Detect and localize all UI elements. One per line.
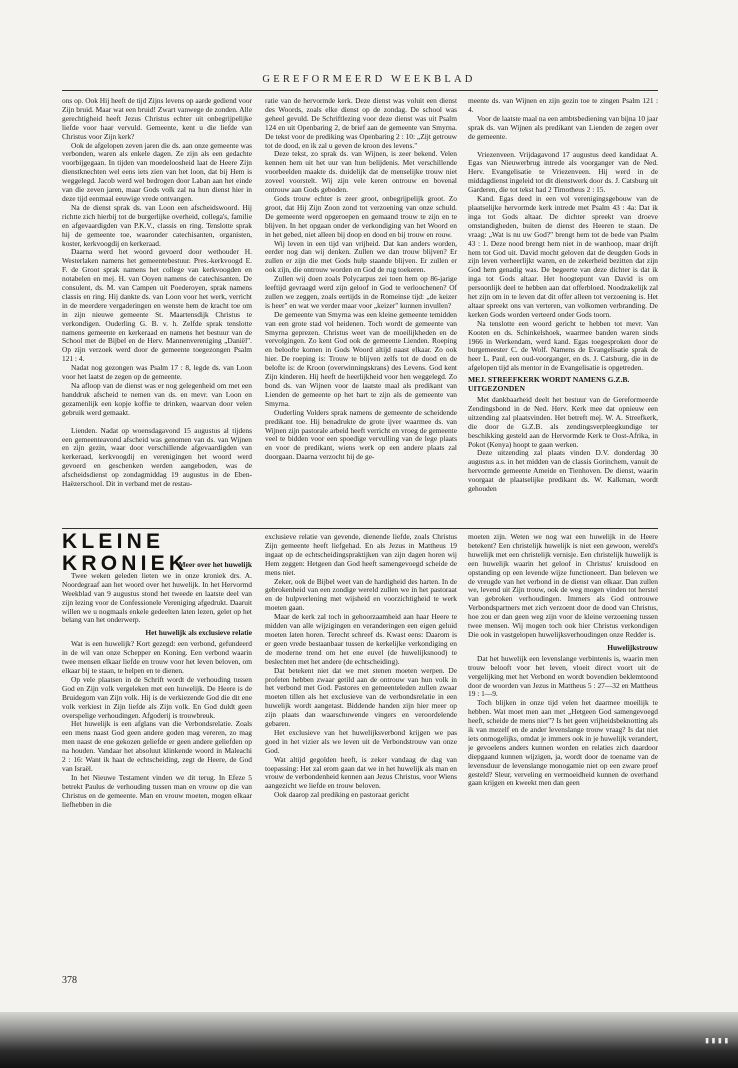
kroniek-column-1 — [62, 557, 252, 967]
paragraph: ratie van de hervormde kerk. Deze dienst was voluit een dienst des Woords, zoals elke dienst op de zondag. De school was geheel gevuld. De Schriftlezing voor deze dienst was uit Psalm 124 en uit Openbaring 2, de brief aan de gemeente van Smyrna. De tekst voor de prediking was Openbaring 2 : 10: „Zijt getrouw tot de dood, en ik zal u geven de kroon des levens." — [265, 97, 457, 150]
paragraph: Na tenslotte een woord gericht te hebben tot mevr. Van Kooten en ds. Schinkelshoek, waarmee banden waren sinds 1966 in Werkendam, werd kand. Egas toegesproken door de burgemeester C. de Wolf. Namens de Evangelisatie sprak de heer L. Paul, een oud-voorganger, en ds. J. Catsburg, die in de afgelopen tijd als mentor in de Evangelisatie is opgetreden. — [468, 318, 658, 373]
paragraph: Na afloop van de dienst was er nog gelegenheid om met een handdruk afscheid te nemen van ds. en mevr. van Loon en gezamenlijk een kopje koffie te drinken, waarvan door velen gebruik werd gemaakt. — [62, 381, 252, 417]
paragraph: Zeker, ook de Bijbel weet van de hardigheid des harten. In de gebrokenheid van een zondige wereld zullen we in het pastoraat en de hulpverlening met wijsheid en voorzichtigheid te werk moeten gaan. — [265, 576, 457, 613]
paragraph: Lienden. Nadat op woensdagavond 15 augustus al tijdens een gemeenteavond afscheid was genomen van ds. van Wijnen en zijn gezin, waar door verschillende afgevaardigden van kerkeraad, kerkvoogdij en verenigingen het woord werd gevoerd en geschenken werden aangeboden, was de afscheidsdienst op zondagmiddag 19 augustus in de Eben-Haëzerschool. Dit in verband met de restau- — [62, 425, 252, 489]
scan-bottom-edge — [0, 1012, 738, 1068]
paragraph: Nadat nog gezongen was Psalm 17 : 8, legde ds. van Loon voor het laatst de zegen op de gemeente. — [62, 363, 252, 382]
paragraph: Wij leven in een tijd van vrijheid. Dat kan anders worden, eerder nog dan wij denken. Zullen we dan trouw blijven? Er zullen er zijn die met Gods hulp staande blijven. Er zullen er ook zijn, die ontrouw worden en God de rug toekeren. — [265, 238, 457, 275]
paragraph: Met dankbaarheid deelt het bestuur van de Gereformeerde Zendingsbond in de Ned. Herv. Kerk mee dat opnieuw een uitzending zal plaatsvinden. Het betreft mej. W. A. Streefkerk, die door de G.Z.B. als zendingsverpleegkundige ter beschikking gesteld aan de Hervormde Kerk te Oost-Afrika, in Pokot (Kenya) hoopt te gaan werken. — [468, 395, 658, 449]
paragraph: Op vele plaatsen in de Schrift wordt de verhouding tussen God en Zijn volk vergeleken met een huwelijk. De Heere is de Bruidegom van Zijn volk. Hij is de verkiezende God die dit ene volk verkiest in Zijn liefde als Zijn volk. En God duldt geen overspelige verhoudingen. Afgoderij is trouwbreuk. — [62, 674, 252, 720]
paragraph: Twee weken geleden lieten we in onze kroniek drs. A. Noordegraaf aan het woord over het huwelijk. In het Hervormd Weekblad van 9 augustus stond het tweede en laatste deel van zijn lezing voor de Confessionele Vereniging afgedrukt. Daaruit willen we u nogmaals enkele gedeelten laten lezen, gelet op het belang van het onderwerp. — [62, 570, 252, 625]
paragraph: Toch blijken in onze tijd velen het daarmee moeilijk te hebben. Wat moet men aan met „Hetgeen God samengevoegd heeft, scheide de mens niet"? Is het geen vrijheidsbeknotting als ik van mezelf en de ander levenslange trouw vraag? Is dat niet iets onmogelijks, omdat je immers ook in je huwelijk verandert, je gevoelens anders kunnen worden en relaties zich daardoor diepgaand kunnen wijzigen, ja, wordt door de toename van de levensduur de levenslange monogamie niet op een zware proef gesteld? Sleur, verveling en vermoeidheid kunnen de overhand gaan krijgen en kweekt men dan geen — [468, 698, 658, 788]
paragraph: Daarna werd het woord gevoerd door wethouder H. Westerlaken namens het gemeentebestuur. Pres.-kerkvoogd E. F. de Groot sprak namens het college van kerkvoogden en notabelen en mej. H. van Ooyen namens de catechisanten. De consulent, ds. M. van Campen uit Poederoyen, sprak namens classis en ring. Hij dankte ds. van Loon voor het werk, verricht in de meerdere vergaderingen en wenste hem de kracht toe om in zijn nieuwe gemeente St. Maartensdijk Christus te verkondigen. Ouderling G. B. v. h. Zelfde sprak tenslotte namens gemeente en kerkeraad en namens het bestuur van de School met de Bijbel en de Herv. Mannenvereniging „Daniël". Op zijn verzoek werd door de gemeente toegezongen Psalm 121 : 4. — [62, 247, 252, 364]
paragraph: Het exclusieve van het huwelijksverbond krijgen we pas goed in het vizier als we leven uit de Verbondstrouw van onze God. — [265, 727, 457, 755]
paragraph: Kand. Egas deed in een vol verenigingsgebouw van de plaatselijke hervormde kerk intrede met Psalm 43 : 4a: Dat ik inga tot Gods altaar. De dichter spreekt van droeve omstandigheden, buiten de dienst des Heeren te staan. De vraag: „Wat is nu uw God?" brengt hem tot de bede van Psalm 43 : 1. Deze nood brengt hem niet in de wanhoop, maar drijft hem tot God uit. David mocht geloven dat de deugden Gods in zijn leven verheerlijkt waren, en de zekerheid bezitten dat zijn God hem genadig was. De begeerte van deze dichter is dat ik inga tot Gods altaar. Het hoogtepunt van David is om persoonlijk deel te hebben aan dat offerbloed. Noodzakelijk zal het zijn om in te leven dat dit offer alleen tot verzoening is. Het altaar spreekt ons van verteren, van volkomen verbranding. De kerken Gods worden verteerd onder Gods toorn. — [468, 194, 658, 319]
top-column-1 — [62, 97, 252, 525]
section-heading: MEJ. STREEFKERK WORDT NAMENS G.Z.B. UITGEZONDEN — [468, 375, 630, 394]
paragraph: Ook de afgelopen zeven jaren die ds. aan onze gemeente was verbonden, waren als enkele dagen. Ze zijn als een gedachte voorbijgegaan. In tijden van moedeloosheid laat de Heere Zijn dienstknechten wel eens iets zien van het loon, dat bij Hem is weggelegd. Jacob werd wel bedrogen door Laban aan het einde van die zeven jaren, maar Gods volk zal na hun dienst hier in deze tijd eenmaal eeuwige vrede ontvangen. — [62, 140, 252, 203]
paragraph: ons op. Ook Hij heeft de tijd Zijns levens op aarde gediend voor Zijn bruid. Maar wat een bruid! Zwart vanwege de zonden. Alle gerechtigheid heeft Jezus Christus echter uit onbegrijpelijke liefde voor haar vervuld. Gemeente, kent u die liefde van Christus voor Zijn kerk? — [62, 97, 252, 141]
paragraph: Gods trouw echter is zeer groot, onbegrijpelijk groot. Zo groot, dat Hij Zijn Zoon zond tot verzoening van onze schuld. De gemeente werd opgeroepen en gemaand trouw te zijn en te blijven. In het opgaan onder de verkondiging van het Woord en in het gebed, niet alleen bij doop en dood en bij trouw en rouw. — [265, 193, 457, 239]
paragraph: meente ds. van Wijnen en zijn gezin toe te zingen Psalm 121 : 4. — [468, 97, 658, 114]
paragraph: Deze tekst, zo sprak ds. van Wijnen, is zeer bekend. Velen kennen hem uit het uur van hun belijdenis. Met verschillende voorbeelden maakte ds. duidelijk dat de menselijke trouw niet zoveel voorstelt. Wij zijn vele keren ontrouw en bovenal ontrouw aan Gods geboden. — [265, 149, 457, 195]
paragraph: Wat altijd gegolden heeft, is zeker vandaag de dag van toepassing: Het zal erom gaan dat we in het huwelijk als man en vrouw de verbondenheid kennen aan Jezus Christus, voor Wiens aangezicht we liefde en trouw beloven. — [265, 754, 457, 791]
section-divider — [62, 528, 658, 529]
paragraph: Het huwelijk is een afglans van die Verbondsrelatie. Zoals een mens naast God geen andere goden mag vereren, zo mag men naast de ene gekozen geliefde er geen andere geliefden op na houden. Vandaar het absoluut klinkende woord in Maleachi 2 : 16: Want ik haat de echtscheiding, zegt de Heere, de God van Israël. — [62, 719, 252, 773]
paragraph: Ouderling Volders sprak namens de gemeente de scheidende predikant toe. Hij benadrukte de grote ijver waarmee ds. van Wijnen zijn pastorale arbeid heeft verricht en vroeg de gemeente veel te bidden voor een spoedige vervulling van de lege plaats en voor de predikant, wiens werk op een andere plaats zal doorgaan. Daarna verzocht hij de ge- — [265, 407, 457, 462]
paragraph: Voor de laatste maal na een ambtsbediening van bijna 10 jaar sprak ds. van Wijnen als predikant van Lienden de zegen over de gemeente. — [468, 113, 658, 141]
header-rule — [62, 90, 658, 91]
running-header: GEREFORMEERD WEEKBLAD — [262, 74, 476, 85]
kroniek-column-2 — [265, 533, 457, 967]
paragraph: Ook daarop zal prediking en pastoraat gericht — [274, 790, 410, 800]
paragraph: Zullen wij doen zoals Polycarpus zei toen hem op 86-jarige leeftijd gevraagd werd zijn geloof in God te verloochenen? Of zullen we zeggen, zoals eertijds in de Romeinse tijd: „de keizer is heer" en wat we verder maar voor „keizer" kunnen invullen? — [265, 274, 457, 310]
paragraph: Deze uitzending zal plaats vinden D.V. donderdag 30 augustus a.s. in het midden van de classis Gorinchem, vanuit de hervormde gemeente Ameide en Tienhoven. De dienst, waarin voorgaat de plaatselijke predikant ds. W. Kalkman, wordt gehouden — [468, 448, 658, 494]
kroniek-column-3 — [468, 533, 658, 967]
paragraph: Vriezenveen. Vrijdagavond 17 augustus deed kandidaat A. Egas van Nieuwerbrug intrede als voorganger van de Ned. Herv. Evangelisatie te Vriezenveen. Hij werd in de middagdienst ingeleid tot dit dienstwerk door ds. J. Catsburg uit Garderen, die tot tekst had 2 Timotheus 2 : 15. — [468, 149, 658, 195]
paragraph: exclusieve relatie van gevende, dienende liefde, zoals Christus Zijn gemeente heeft liefgehad. En als Jezus in Mattheus 19 ingaat op de echtscheidingspraktijken van zijn dagen horen wij Hem zeggen: Hetgeen dan God heeft samengevoegd scheide de mens niet. — [265, 533, 457, 577]
paragraph: Na de dienst sprak ds. van Loon een afscheidswoord. Hij richtte zich hierbij tot de burgerlijke overheid, collega's, familie en afgevaardigden van P.K.V., classis en ring. Tenslotte sprak hij de gemeente toe, waaronder catechisanten, organisten, koster, kerkvoogdij en kerkeraad. — [62, 202, 252, 248]
top-column-3 — [468, 97, 658, 525]
subsection-heading: Huwelijkstrouw — [607, 642, 658, 652]
paragraph: Dat het huwelijk een levenslange verbintenis is, waarin men trouw belooft voor het leven, vloeit direct voort uit de vergelijking met het Verbond en wordt bovendien beklemtoond door de woorden van Jezus in Mattheus 5 : 27—32 en Mattheus 19 : 1—9. — [468, 653, 658, 699]
kroniek-title: KLEINE KRONIEK — [62, 530, 189, 575]
paragraph: Maar de kerk zal toch in gehoorzaamheid aan haar Heere te midden van alle wijzigingen en veranderingen een eigen geluid moeten laten horen. Terecht schreef ds. Kwast eens: Daarom is er geen vrede bestaanbaar tussen de kerkelijke verkondiging en de moderne trend om het ene euvel (de huwelijksnood) te beslechten met het andere (de echtscheiding). — [265, 612, 457, 666]
subsection-heading: Meer over het huwelijk — [178, 560, 252, 569]
paragraph: In het Nieuwe Testament vinden we dit terug. In Efeze 5 betrekt Paulus de verhouding tussen man en vrouw op die van Christus en de gemeente. Man en vrouw moeten, mogen elkaar liefhebben in die — [62, 772, 252, 809]
page-number: 378 — [62, 975, 77, 986]
subsection-heading: Het huwelijk als exclusieve relatie — [145, 628, 252, 638]
paragraph: De gemeente van Smyrna was een kleine gemeente temidden van een grote stad vol heidenen. Toch wordt de gemeente van Smyrna geprezen. Christus weet van de moeilijkheden en de vervolgingen. Zo kent God ook de gemeente Lienden. Roeping en beloofte komen in Gods Woord altijd naast elkaar. Zo ook hier. De roeping is: Trouw te blijven zelfs tot de dood en de belofte is: de Kroon (overwinningskrans) des Levens. God kent Zijn kinderen. Hij heeft de heerlijkheid voor hen weggelegd. Zo bond ds. van Wijnen voor de laatste maal als predikant van Lienden de gemeente op het hart te zijn als de gemeente van Smyrna. — [265, 309, 457, 408]
top-column-2 — [265, 97, 457, 525]
paragraph: Wat is een huwelijk? Kort gezegd: een verbond, gefundeerd in de wil van onze Schepper en Koning. Een verbond waarin twee mensen elkaar liefde en trouw voor het leven beloven, om elkaar bij te staan, te helpen en te dienen. — [62, 639, 252, 675]
paragraph: Dat betekent niet dat we met stenen moeten werpen. De profeten hebben zwaar getild aan de ontrouw van hun volk in het verbond met God. Pastores en gemeenteleden zullen zwaar moeten tillen als het exclusieve van de verbondsrelatie in een huwelijk wordt aangetast. Biddende handen zijn hier meer op zijn plaats dan waarschuwende vingers en veroordelende gebaren. — [265, 665, 457, 729]
scan-edge-marks: ▮▮▮▮ — [704, 1036, 730, 1046]
paragraph: moeten zijn. Weten we nog wat een huwelijk in de Heere betekent? Een christelijk huwelijk is niet een gewoon, wereld's huwelijk met een christelijk vernisje. Een christelijk huwelijk is een huwelijk waarin het geloof in Christus' kruisdood en opstanding op een levende wijze functioneert. Dan beleven we de vreugde van het verbond in de dienst van elkaar. Dan zullen we, levend uit Zijn trouw, ook de weg mogen vinden tot herstel van gebroken verhoudingen. Immers als God ontrouwe Verbondspartners met zich verzoent door de dood van Christus, hoe zou er dan geen weg zijn voor de kleine verzoening tussen twee mensen. Wij mogen toch ook hier Christus verkondigen Die ook in vastgelopen huwelijksverhoudingen onze Redder is. — [468, 533, 658, 639]
